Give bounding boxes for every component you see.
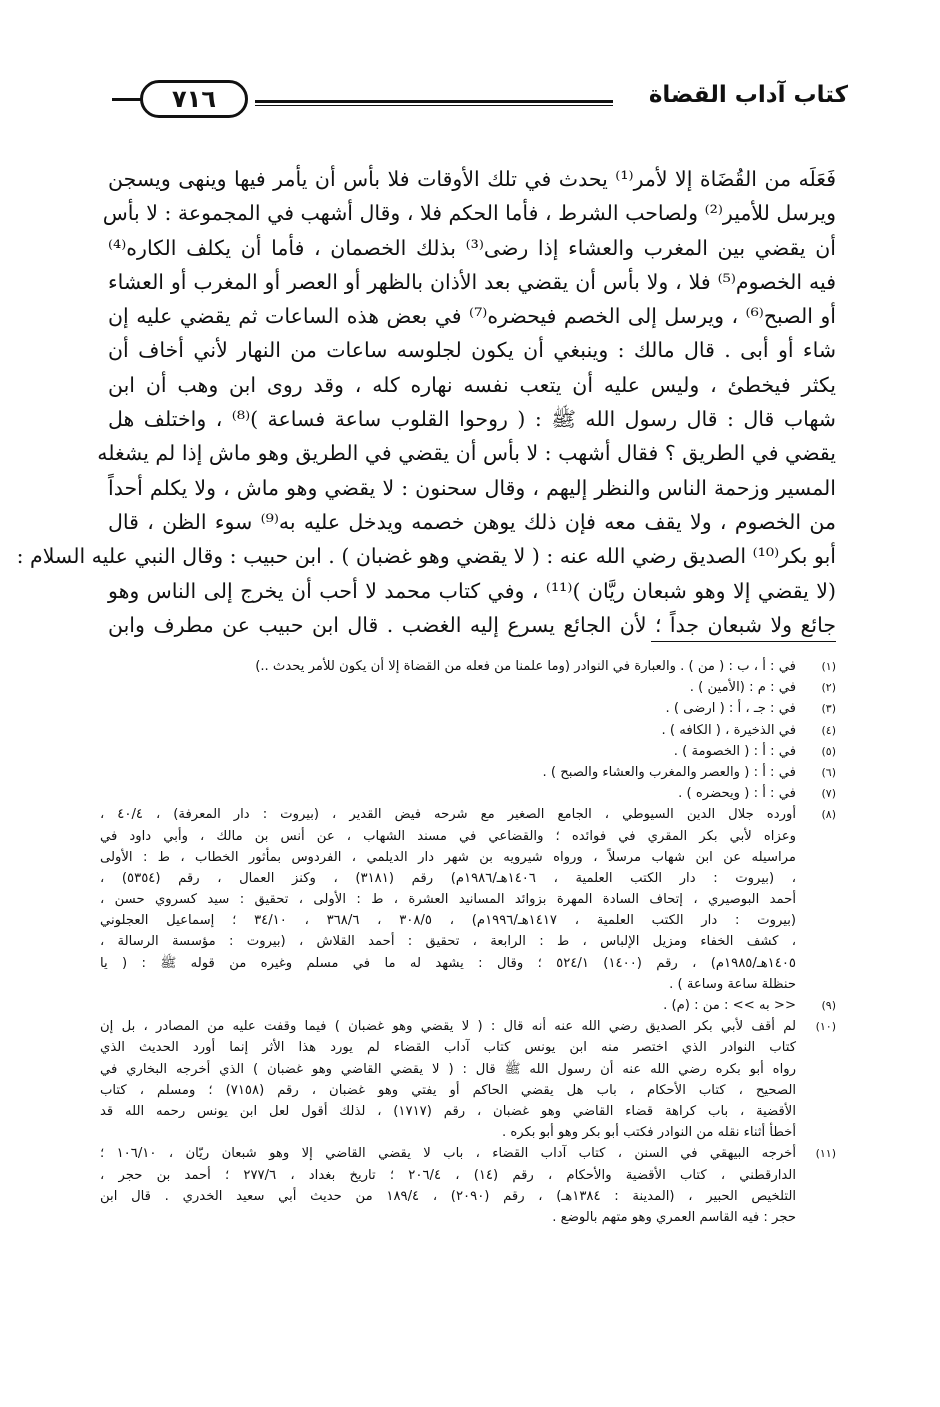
footnote-line: الدارقطني ، كتاب الأقضية والأحكام ، رقم (١٤) ، ٢٠٦/٤ ؛ تاريخ بغداد ، ٢٧٧/٦ ؛ أحمد بن حجر ، — [100, 1167, 796, 1183]
footnote-line: لم أقف لأبي بكر الصديق رضي الله عنه أنه قال : ( لا يقضي وهو غضبان ) فيما وقفت عليه من المصادر ، بل إن — [100, 1019, 796, 1035]
body-line: ويرسل للأمير⁽²⁾ ولصاحب الشرط ، فأما الحكم فلا ، وقال أشهب في المجموعة : لا بأس — [102, 201, 836, 226]
footnote-line: << به >> : من : (م) . — [663, 998, 796, 1013]
body-line: المسير وزحمة الناس والنظر إليهم ، وقال سحنون : لا يقضي وهو ماش ، ولا يكلم أحداً — [108, 475, 836, 500]
main-text — [16, 162, 837, 642]
footnote-line: كتاب النوادر الذي اختصر منه ابن يونس كتاب آداب القضاء لم يورد هذا الأثر إنما أورد الحديث الذي — [100, 1040, 796, 1056]
footnote-number: (٩) — [821, 999, 836, 1012]
footnote-line: في : أ : ( ويحضره ) . — [678, 786, 796, 802]
footnote — [100, 741, 836, 762]
body-line: فَعَلَه من القُضَاة إلا لأمر⁽¹⁾ يحدث في تلك الأوقات فلا بأس أن يأمر فيها وينهى ويسجن — [108, 167, 836, 191]
body-line: شهاب قال : قال رسول الله ﷺ : ( روحوا القلوب ساعة فساعة )⁽⁸⁾ ، واختلف هل — [108, 407, 836, 432]
footnotes — [100, 656, 836, 1228]
footnote — [100, 656, 836, 677]
body-line: يكثر فيخطئ ، وليس عليه أن يتعب نفسه نهاره كله ، وقد روى ابن وهب أن ابن — [108, 372, 836, 397]
header-rule — [255, 100, 613, 103]
book-title: كتاب آداب القضاة — [648, 82, 848, 108]
footnote-line: في الذخيرة ، ( الكافه ) . — [661, 722, 796, 738]
footnote-line: في : أ ، ب : ( من ) . والعبارة في النوادر (وما علمنا من فعله من القضاة إلا أن يكون للأمر يحدث ..) — [255, 659, 796, 674]
page-header — [100, 80, 848, 120]
footnote-line: رواه أبو بكره رضي الله عنه أن رسول الله ﷺ قال : ( لا يقضي القاضي وهو غضبان ) الذي أخرجه البخاري في — [100, 1061, 796, 1077]
footnote — [100, 720, 836, 741]
body-line: شاء أو أبى . قال مالك : وينبغي أن يكون لجلوسه ساعات من النهار لأني أخاف أن — [108, 338, 836, 363]
footnote — [100, 1016, 836, 1143]
footnote-line: في : م : (الأمين ) . — [689, 680, 796, 696]
footnote-line: أخرجه البيهقي في السنن ، كتاب آداب القضاء ، باب لا يقضي القاضي إلا وهو شبعان ريّان ، ١٠٦/١٠ ؛ — [100, 1146, 796, 1162]
footnote-number: (٣) — [821, 702, 836, 716]
footnote-line: حنظلة ساعة وساعة ) . — [669, 976, 796, 992]
page-number: ٧١٦ — [140, 80, 248, 118]
footnote-line: أخطأ أثناء نقله من النوادر فكتب أبو بكر وهو أبو بكره . — [501, 1125, 796, 1141]
footnote — [100, 698, 836, 719]
footnote — [100, 995, 836, 1016]
footnote-line: ، كشف الخفاء ومزيل الإلباس ، ط : الرابعة ، تحقيق : أحمد القلاش ، (بيروت : مؤسسة الرسالة ، — [100, 934, 796, 950]
footnote-line: ١٤٠٥هـ/١٩٨٥م) ، رقم (١٤٠٠) ٥٢٤/١ ؛ وقال : يشهد له ما في مسلم وغيره من قوله ﷺ : ( يا — [100, 955, 796, 971]
body-line: فيه الخصوم⁽⁵⁾ فلا ، ولا بأس أن يقضي بعد الأذان بالظهر أو العصر أو المغرب أو العشاء — [108, 269, 836, 294]
body-line: يقضي في الطريق ؟ فقال أشهب : لا بأس أن يقضي في الطريق وهو ماش إذا لم يشغله — [97, 441, 836, 466]
page-number-frame — [140, 80, 250, 122]
footnote-number: (١) — [821, 660, 836, 673]
footnote — [100, 783, 836, 804]
footnote-line: في : أ : ( والعصر والمغرب والعشاء والصبح ) . — [542, 764, 796, 780]
footnote-number: (٧) — [821, 787, 836, 801]
footnote-line: التلخيص الحبير ، (المدينة : ١٣٨٤هـ) ، رقم (٢٠٩٠) ، ١٨٩/٤ من حديث أبي سعيد الخدري . قال ابن — [100, 1188, 797, 1204]
footnote-line: (بيروت : دار الكتب العلمية ، ١٤١٧هـ/١٩٩٦م) ، ٣٠٨/٥ ، ٣٦٨/٦ ، ٣٤/١٠ ؛ إسماعيل العجلوني — [100, 913, 797, 929]
body-line: جائع ولا شبعان جداً ؛ لأن الجائع يسرع إليه الغضب . قال ابن حبيب عن مطرف وابن — [108, 612, 836, 637]
footnote-line: أورده جلال الدين السيوطي ، الجامع الصغير مع شرحه فيض القدير ، (بيروت : دار المعرفة) ، ٤٠/٤ ، — [100, 807, 796, 823]
footnote-line: أحمد البوصيري ، إتحاف السادة المهرة بزوائد المسانيد العشرة ، ط : الأولى ، تحقيق : سيد كسروي حسن ، — [100, 892, 796, 908]
footnote-number: (١١) — [815, 1147, 836, 1161]
footnote-line: في : جـ ، أ : ( ارضى ) . — [665, 701, 796, 717]
footnote — [100, 804, 836, 995]
footnote-line: وعزاه لأبي بكر المقري في فوائده ؛ والقضاعي في مسند الشهاب ، عن أنس بن مالك ، وأبي داود في — [100, 828, 796, 844]
footnote-line: الأقضية ، باب كراهة قضاء القاضي وهو غضبان ، رقم (١٧١٧) ، لذلك أقول لعل ابن يونس رحمه الله قد — [100, 1103, 796, 1119]
footnote-line: مراسيله عن ابن شهاب مرسلاً ، ورواه شيرويه بن شهر دار الديلمي ، الفردوس بمأثور الخطاب ، ط : الأولى — [100, 849, 796, 865]
body-line: (لا يقضي إلا وهو شبعان ريَّان )⁽¹¹⁾ ، وفي كتاب محمد لا أحب أن يخرج إلى الناس وهو — [108, 578, 836, 603]
header-rule-thin — [255, 105, 613, 106]
body-line: أبو بكر⁽¹⁰⁾ الصديق رضي الله عنه : ( لا يقضي وهو غضبان ) . ابن حبيب : وقال النبي عليه السلام : — [16, 544, 836, 569]
page-number-tail — [112, 98, 142, 101]
footnote-line: الصحيح ، كتاب الأحكام ، باب هل يقضي الحاكم أو يفتي وهو غضبان ، رقم (٧١٥٨) ؛ ومسلم ، كتاب — [100, 1082, 797, 1098]
footnote-number: (٥) — [821, 744, 836, 758]
footnote — [100, 762, 836, 783]
body-line: من الخصوم ، ولا يقف معه فإن ذلك يوهن خصمه ويدخل عليه به⁽⁹⁾ سوء الظن ، قال — [108, 509, 836, 534]
footnote — [100, 1143, 836, 1228]
footnote-number: (٦) — [821, 765, 836, 779]
footnote-separator — [651, 641, 836, 642]
footnote-number: (٨) — [821, 808, 836, 822]
footnote — [100, 677, 836, 698]
footnote-line: حجر : فيه القاسم العمري وهو متهم بالوضع . — [552, 1209, 796, 1225]
footnote-line: ، (بيروت : دار الكتب العلمية ، ١٤٠٦هـ/١٩٨٦م) رقم (٣١٨١) ، وكنز العمال ، رقم (٥٣٥٤) ، — [100, 870, 796, 886]
footnote-number: (١٠) — [815, 1020, 836, 1034]
body-line: أو الصبح⁽⁶⁾ ، ويرسل إلى الخصم فيحضره⁽⁷⁾ في بعض هذه الساعات ثم يقضي عليه إن — [108, 304, 837, 329]
footnote-line: في : أ : ( الخصومة ) . — [673, 743, 796, 759]
footnote-number: (٤) — [821, 723, 836, 737]
footnote-number: (٢) — [821, 681, 836, 695]
body-line: أن يقضي بين المغرب والعشاء إذا رضى⁽³⁾ بذلك الخصمان ، فأما أن يكلف الكاره⁽⁴⁾ — [108, 235, 836, 260]
